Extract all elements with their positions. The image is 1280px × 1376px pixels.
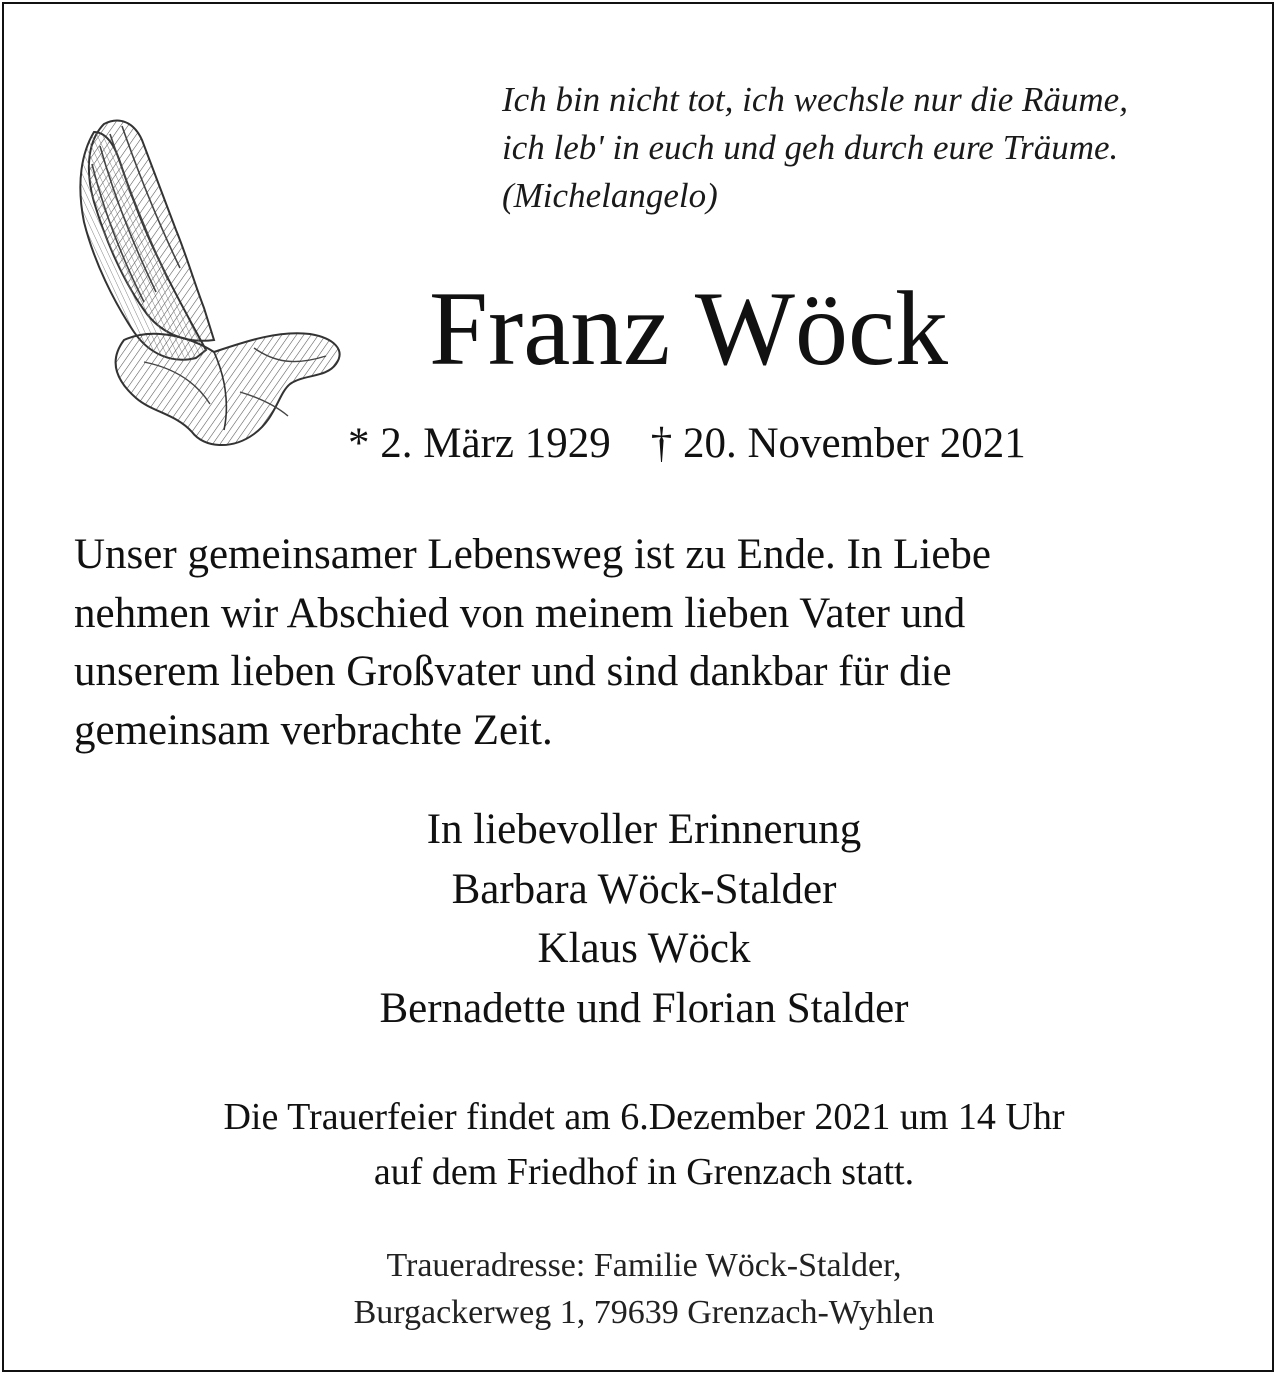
mourners <box>4 800 1280 1038</box>
message-line: unserem lieben Großvater und sind dankbar für die <box>74 648 952 695</box>
farewell-message <box>74 526 1254 760</box>
mourner-name: Bernadette und Florian Stalder <box>379 984 909 1032</box>
address-line: Burgackerweg 1, 79639 Grenzach-Wyhlen <box>353 1294 935 1331</box>
address-line: Traueradresse: Familie Wöck-Stalder, <box>386 1247 902 1284</box>
quote <box>502 76 1242 220</box>
service-line: auf dem Friedhof in Grenzach statt. <box>373 1151 915 1193</box>
message-line: nehmen wir Abschied von meinem lieben Vater und <box>74 589 966 637</box>
obituary-notice <box>2 2 1274 1372</box>
mourners-heading: In liebevoller Erinnerung <box>426 806 862 853</box>
mourning-address <box>4 1242 1280 1336</box>
quote-attribution: (Michelangelo) <box>502 176 718 215</box>
birth-date: * 2. März 1929 <box>348 420 611 467</box>
deceased-name: Franz Wöck <box>429 270 949 387</box>
message-line: gemeinsam verbrachte Zeit. <box>74 706 553 754</box>
message-line: Unser gemeinsamer Lebensweg ist zu Ende. In Liebe <box>74 531 992 578</box>
death-date: † 20. November 2021 <box>650 420 1026 467</box>
quote-line: ich leb' in euch und geh durch eure Träume. <box>502 128 1119 167</box>
mourner-name: Klaus Wöck <box>537 925 751 972</box>
praying-hands-icon <box>64 112 349 457</box>
service-line: Die Trauerfeier findet am 6.Dezember 2021 um 14 Uhr <box>223 1096 1065 1138</box>
life-dates <box>348 416 1228 472</box>
funeral-service-info <box>4 1090 1280 1200</box>
quote-line: Ich bin nicht tot, ich wechsle nur die Räume, <box>502 80 1128 119</box>
mourner-name: Barbara Wöck-Stalder <box>451 865 837 913</box>
